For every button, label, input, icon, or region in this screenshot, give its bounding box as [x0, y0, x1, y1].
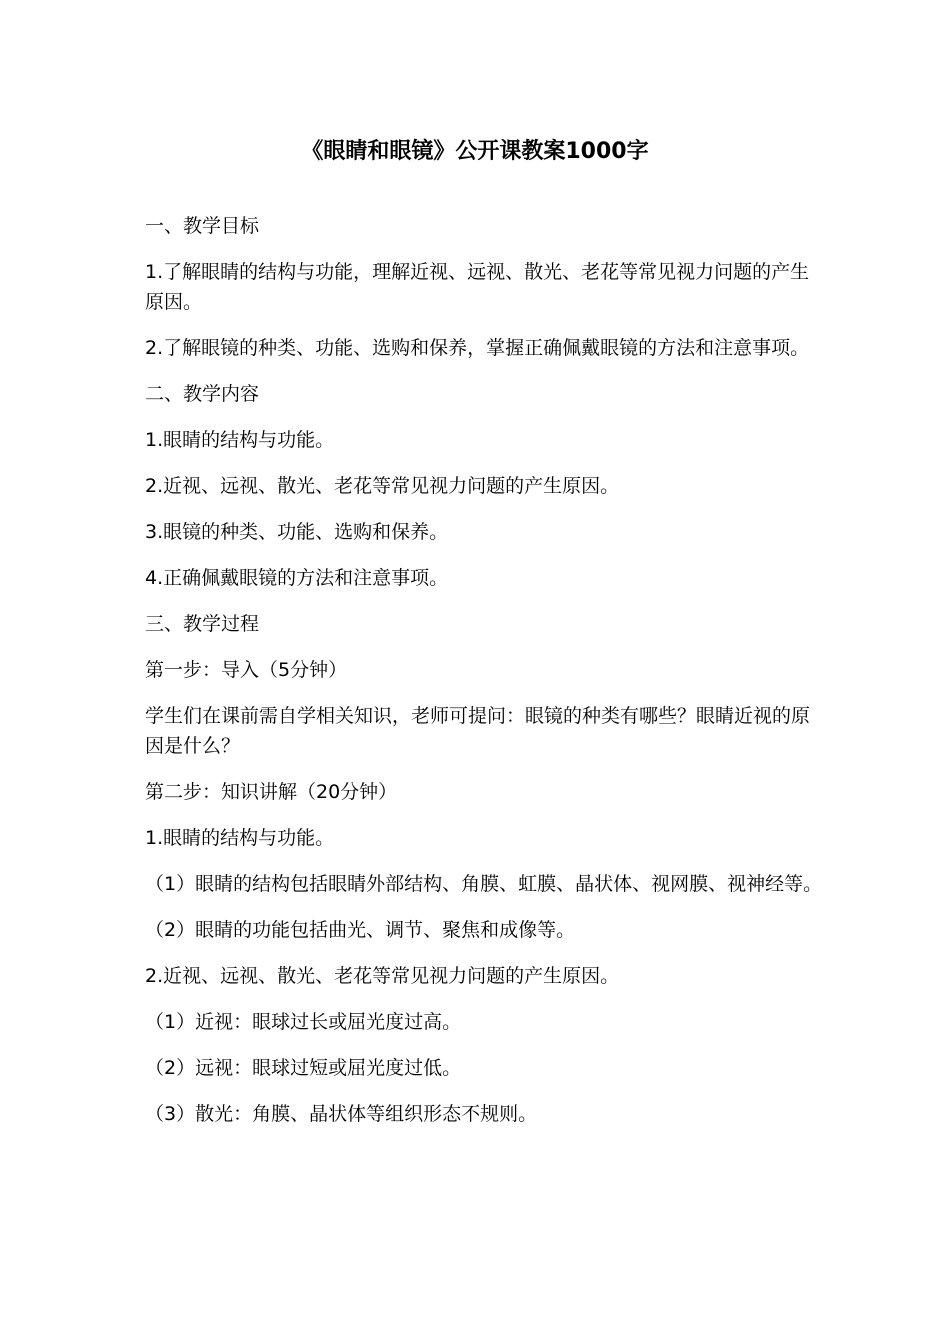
step-2-item-2-sub-3: （3）散光：角膜、晶状体等组织形态不规则。: [145, 1103, 538, 1125]
step-1-heading: 第一步：导入（5分钟）: [145, 659, 348, 681]
step-2-item-1-sub-1: （1）眼睛的结构包括眼睛外部结构、角膜、虹膜、晶状体、视网膜、视神经等。: [145, 873, 823, 895]
objective-item-1: 1.了解眼睛的结构与功能，理解近视、远视、散光、老花等常见视力问题的产生原因。: [145, 261, 810, 313]
content-item-2: 2.近视、远视、散光、老花等常见视力问题的产生原因。: [145, 475, 620, 497]
step-1-text: 学生们在课前需自学相关知识，老师可提问：眼镜的种类有哪些？眼睛近视的原因是什么？: [145, 705, 811, 757]
content-item-1: 1.眼睛的结构与功能。: [145, 429, 335, 451]
section-heading-process: 三、教学过程: [145, 613, 260, 635]
content-item-3: 3.眼镜的种类、功能、选购和保养。: [145, 521, 449, 543]
content-item-4: 4.正确佩戴眼镜的方法和注意事项。: [145, 567, 449, 589]
section-heading-objectives: 一、教学目标: [145, 215, 260, 237]
document-title: 《眼睛和眼镜》公开课教案1000字: [301, 139, 649, 164]
step-2-item-2-sub-2: （2）远视：眼球过短或屈光度过低。: [145, 1057, 462, 1079]
step-2-item-1-sub-2: （2）眼睛的功能包括曲光、调节、聚焦和成像等。: [145, 919, 576, 941]
step-2-item-1: 1.眼睛的结构与功能。: [145, 827, 335, 849]
step-2-heading: 第二步：知识讲解（20分钟）: [145, 781, 398, 803]
document-body: [145, 211, 825, 1145]
step-2-item-2-sub-1: （1）近视：眼球过长或屈光度过高。: [145, 1011, 462, 1033]
section-heading-content: 二、教学内容: [145, 383, 260, 405]
objective-item-2: 2.了解眼镜的种类、功能、选购和保养，掌握正确佩戴眼镜的方法和注意事项。: [145, 337, 810, 359]
step-2-item-2: 2.近视、远视、散光、老花等常见视力问题的产生原因。: [145, 965, 620, 987]
